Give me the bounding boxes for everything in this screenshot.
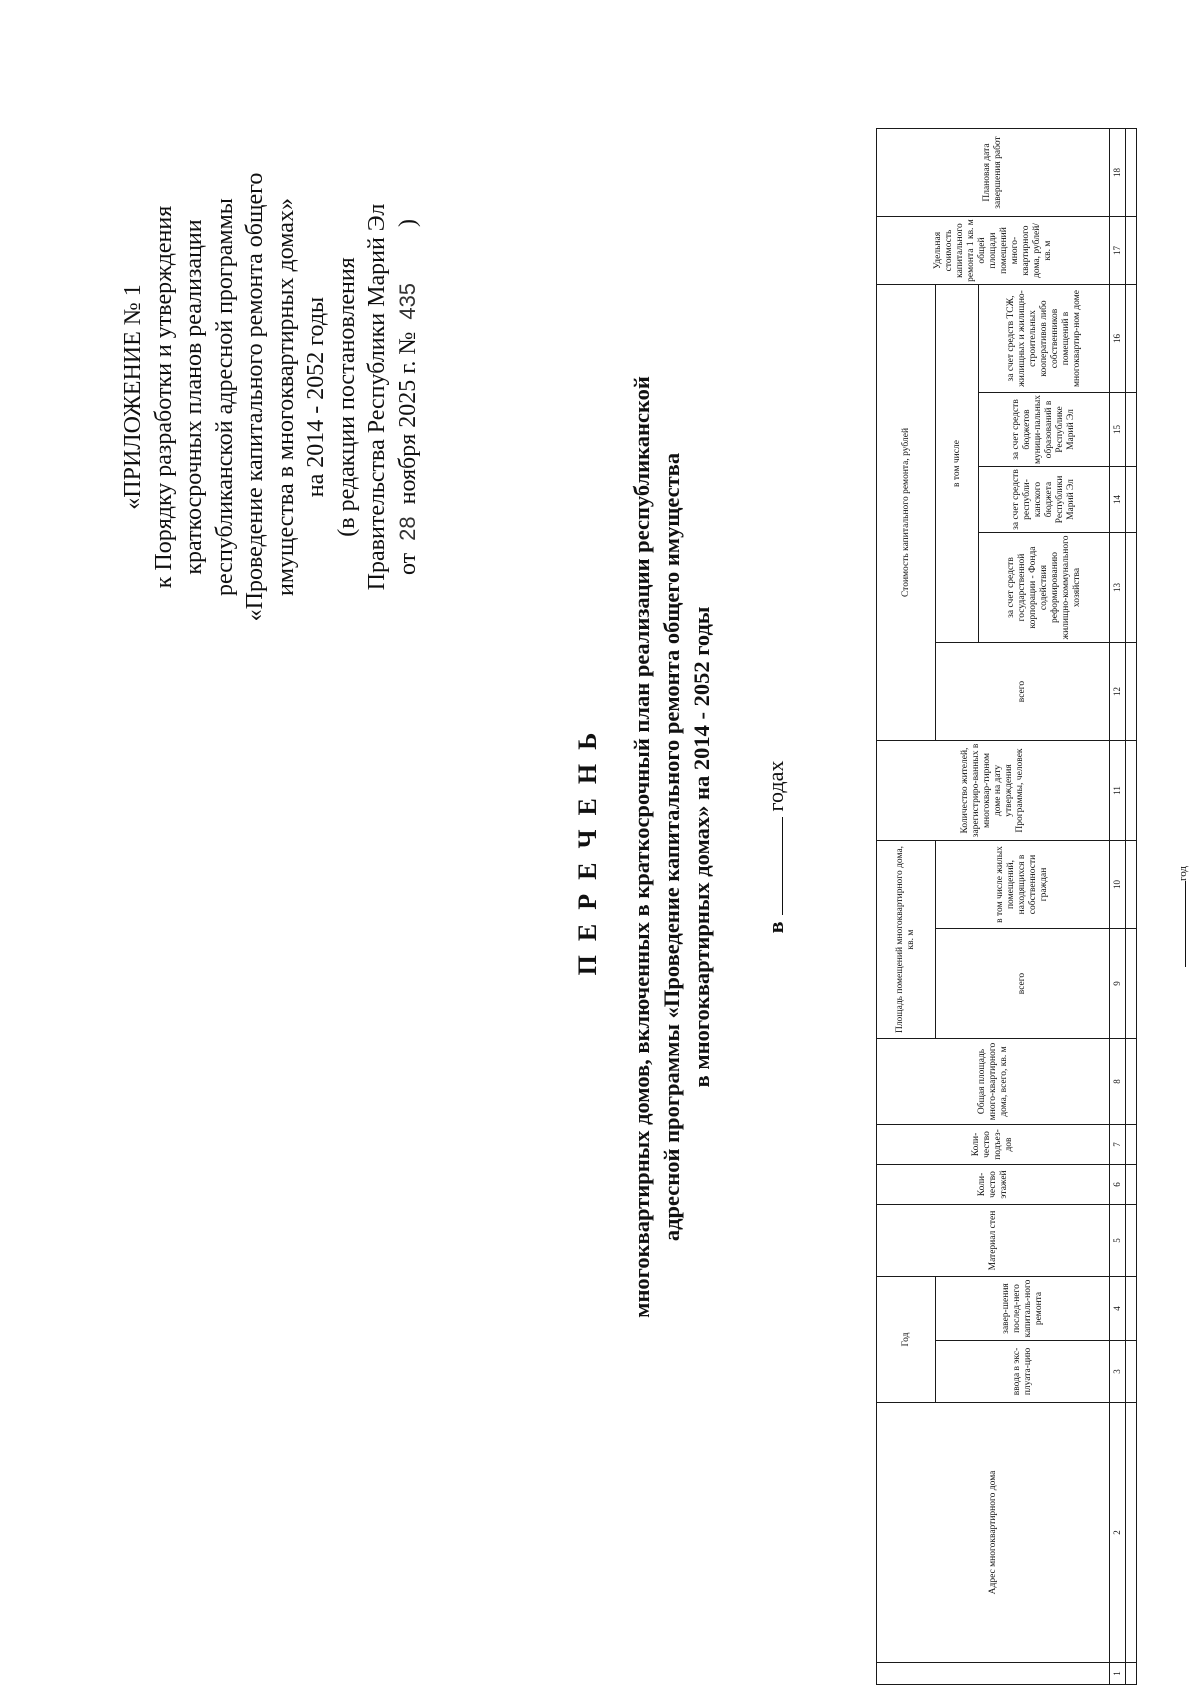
header-cost-total: всего: [936, 643, 1110, 741]
header-premises-group: Площадь помещений многоквартирного дома, кв. м: [877, 841, 936, 1039]
column-number: 11: [1110, 741, 1126, 841]
document-subtitle: [627, 57, 717, 1637]
header-residents: Количество жителей, зарегистриро-ванных в многоквар-тирном доме на дату утверждения Программы, человек: [877, 741, 1110, 841]
appendix-line: к Порядку разработки и утверждения: [150, 205, 177, 589]
appendix-line: краткосрочных планов реализации: [181, 219, 207, 575]
year-note-label: год: [1177, 865, 1189, 881]
header-premises-residential: в том числе жилых помещений, находящихся в собственности граждан: [936, 841, 1110, 929]
column-number: 7: [1110, 1125, 1126, 1165]
subtitle-line: адресной программы «Проведение капитального ремонта общего имущества: [659, 452, 684, 1242]
appendix-line: «Проведение капитального ремонта общего: [242, 172, 268, 622]
resolution-number: 435: [394, 282, 420, 320]
header-total-area: Общая площадь много-квартирного дома, всего, кв. м: [877, 1039, 1110, 1125]
document-title: ПЕРЕЧЕНЬ: [573, 718, 602, 976]
header-unit-cost: Удельная стоимость капитального ремонта 1 кв. м общей площади помещений много-квартирного дома, рублей/кв. м: [877, 217, 1110, 285]
header-wall-material: Материал стен: [877, 1205, 1110, 1277]
date-close: ): [394, 218, 421, 227]
date-middle: ноября 2025 г. №: [394, 331, 421, 505]
column-number: 2: [1110, 1403, 1126, 1663]
header-completion-date: Плановая дата завершения работ: [877, 129, 1110, 217]
date-day: 28: [394, 516, 420, 541]
subtitle-line: в многоквартирных домах» на 2014 - 2052 годы: [689, 606, 714, 1088]
header-address: Адрес многоквартирного дома: [877, 1403, 1110, 1663]
appendix-header: [118, 97, 423, 697]
header-cost-group: Стоимость капитального ремонта, рублей: [877, 285, 936, 741]
appendix-line: имущества в многоквартирных домах»: [272, 198, 299, 596]
column-number: 1: [1110, 1663, 1126, 1685]
date-prefix: от: [394, 552, 421, 576]
header-cost-owners: за счет средств ТСЖ, жилищных и жилищно-строительных кооперативов либо собственников помещений в многоквартир-ном доме: [979, 285, 1110, 393]
column-number: 16: [1110, 285, 1126, 393]
column-number: 18: [1110, 129, 1126, 217]
header-year-commission: ввода в экс-плуата-цию: [936, 1341, 1110, 1403]
header-premises-total: всего: [936, 929, 1110, 1039]
appendix-line: (в редакции постановления: [333, 257, 360, 537]
header-cost-fund: за счет средств государственной корпорации - Фонда содействия реформированию жилищно-коммунального хозяйства: [979, 533, 1110, 643]
column-number: 8: [1110, 1039, 1126, 1125]
table-row: [1126, 129, 1137, 1685]
year-blank: [1175, 881, 1186, 967]
appendix-title: «ПРИЛОЖЕНИЕ № 1: [120, 284, 146, 510]
column-number: 17: [1110, 217, 1126, 285]
resolution-date: [393, 97, 424, 697]
years-prefix: в: [763, 921, 788, 934]
appendix-line: на 2014 - 2052 годы: [303, 296, 329, 498]
header-floors: Коли-чество этажей: [877, 1165, 1110, 1205]
column-number: 3: [1110, 1341, 1126, 1403]
header-year-group: Год: [877, 1277, 936, 1403]
header-year-last-repair: завер-шения послед-него капиталь-ного ремонта: [936, 1277, 1110, 1341]
column-number: 12: [1110, 643, 1126, 741]
column-number: 6: [1110, 1165, 1126, 1205]
header-entrances: Коли-чество подъез-дов: [877, 1125, 1110, 1165]
column-number: 15: [1110, 393, 1126, 467]
years-line: [763, 57, 789, 1637]
years-suffix: годах: [763, 760, 788, 812]
years-blank: [764, 817, 783, 915]
appendix-line: республиканской адресной программы: [211, 198, 238, 596]
column-number: 9: [1110, 929, 1126, 1039]
appendix-line: Правительства Республики Марий Эл: [364, 203, 390, 591]
year-note: [1175, 866, 1189, 967]
header-cost-republic: за счет средств республи-канского бюджета Республики Марий Эл: [979, 467, 1110, 533]
header-cell: [877, 1663, 1110, 1685]
column-number: 13: [1110, 533, 1126, 643]
register-table: [876, 128, 1137, 1685]
subtitle-line: многоквартирных домов, включенных в краткосрочный план реализации республиканской: [629, 376, 654, 1318]
header-cost-including: в том числе: [936, 285, 979, 643]
column-number: 10: [1110, 841, 1126, 929]
column-number: 14: [1110, 467, 1126, 533]
column-number: 5: [1110, 1205, 1126, 1277]
column-number: 4: [1110, 1277, 1126, 1341]
header-cost-municipal: за счет средств бюджетов муници-пальных образований в Республике Марий Эл: [979, 393, 1110, 467]
